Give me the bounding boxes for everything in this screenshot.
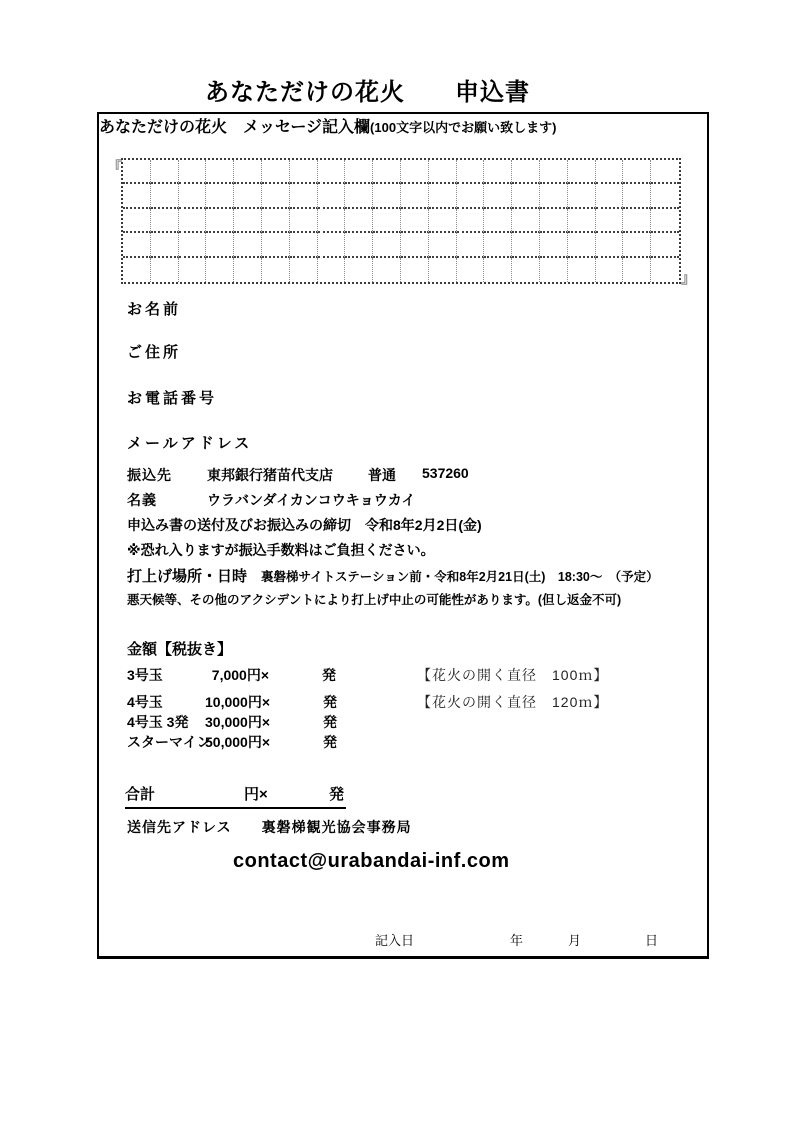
message-grid-cell[interactable] (234, 233, 262, 257)
message-grid-cell[interactable] (123, 233, 151, 257)
launch-label: 打上げ場所・日時 (127, 568, 248, 585)
message-grid-cell[interactable] (151, 258, 179, 282)
message-grid-cell[interactable] (512, 160, 540, 184)
message-grid-cell[interactable] (206, 233, 234, 257)
message-grid-cell[interactable] (457, 258, 485, 282)
message-grid-cell[interactable] (429, 209, 457, 233)
open-quote-mark: 『 (107, 159, 123, 176)
message-grid-cell[interactable] (401, 160, 429, 184)
message-grid-cell[interactable] (373, 233, 401, 257)
message-grid-cell[interactable] (318, 184, 346, 208)
message-grid-cell[interactable] (290, 233, 318, 257)
message-grid-cell[interactable] (123, 184, 151, 208)
message-grid-cell[interactable] (484, 160, 512, 184)
message-heading-text: あなただけの花火 メッセージ記入欄 (99, 119, 371, 136)
message-grid-cell[interactable] (345, 209, 373, 233)
message-grid-cell[interactable] (401, 258, 429, 282)
message-grid-cell[interactable] (234, 209, 262, 233)
message-grid-cell[interactable] (179, 160, 207, 184)
item-name: 3号玉 (127, 667, 163, 683)
message-grid-cell[interactable] (623, 233, 651, 257)
message-grid-cell[interactable] (623, 160, 651, 184)
item-unit: 発 (323, 714, 337, 730)
message-grid-cell[interactable] (262, 160, 290, 184)
bank-label: 振込先 (127, 467, 172, 483)
message-grid-cell[interactable] (512, 233, 540, 257)
item-name: スターマイン (127, 734, 211, 750)
send-address-label: 送信先アドレス (127, 819, 232, 835)
message-grid-cell[interactable] (290, 209, 318, 233)
launch-value: 裏磐梯サイトステーション前・令和8年2月21日(土) 18:30～ （予定） (261, 570, 659, 584)
deadline-note: 申込み書の送付及びお振込みの締切 令和8年2月2日(金) (127, 517, 482, 533)
message-grid-cell[interactable] (429, 258, 457, 282)
holder-name: ウラバンダイカンコウキョウカイ (207, 492, 416, 508)
message-grid-area (107, 158, 697, 287)
message-grid-cell[interactable] (457, 184, 485, 208)
message-grid-cell[interactable] (457, 233, 485, 257)
item-name: 4号玉 (127, 694, 163, 710)
message-grid-cell[interactable] (262, 233, 290, 257)
message-grid-cell[interactable] (234, 258, 262, 282)
message-grid-cell[interactable] (484, 233, 512, 257)
email-field-label: メールアドレス (127, 435, 253, 452)
form-outer-box (97, 112, 709, 959)
entry-date-row (99, 930, 707, 950)
message-grid-cell[interactable] (318, 160, 346, 184)
message-grid-cell[interactable] (345, 160, 373, 184)
close-quote-mark: 』 (681, 270, 697, 287)
item-diameter-note: 【花火の開く直径 100ｍ】 (417, 667, 609, 683)
message-grid-cell[interactable] (373, 209, 401, 233)
message-grid-cell[interactable] (179, 258, 207, 282)
message-grid-cell[interactable] (290, 160, 318, 184)
item-price: 10,000円× (205, 694, 270, 710)
message-grid-cell[interactable] (318, 233, 346, 257)
message-grid-cell[interactable] (373, 258, 401, 282)
message-grid-cell[interactable] (540, 233, 568, 257)
message-grid-cell[interactable] (179, 184, 207, 208)
message-grid-cell[interactable] (651, 160, 679, 184)
message-grid-cell[interactable] (151, 233, 179, 257)
price-row-starmine (127, 732, 337, 752)
message-grid-cell[interactable] (179, 233, 207, 257)
message-grid-cell[interactable] (206, 258, 234, 282)
message-grid-cell[interactable] (206, 184, 234, 208)
total-unit: 発 (329, 786, 345, 803)
name-field-label: お名前 (127, 301, 182, 318)
message-grid-cell[interactable] (318, 258, 346, 282)
message-grid-cell[interactable] (623, 184, 651, 208)
account-type: 普通 (368, 467, 396, 483)
item-price: 7,000円× (211, 667, 269, 683)
message-grid-cell[interactable] (401, 233, 429, 257)
message-grid-cell[interactable] (596, 258, 624, 282)
message-grid-cell[interactable] (596, 233, 624, 257)
message-grid-cell[interactable] (512, 258, 540, 282)
message-grid-cell[interactable] (290, 184, 318, 208)
message-grid-cell[interactable] (123, 160, 151, 184)
message-grid-cell[interactable] (484, 209, 512, 233)
year-label: 年 (510, 933, 524, 948)
message-grid-cell[interactable] (540, 184, 568, 208)
day-label: 日 (645, 933, 659, 948)
item-price: 50,000円× (205, 734, 270, 750)
message-grid-cell[interactable] (484, 258, 512, 282)
message-grid-cell[interactable] (568, 209, 596, 233)
message-grid-cell[interactable] (457, 160, 485, 184)
weather-cancellation-note: 悪天候等、その他のアクシデントにより打上げ中止の可能性があります。(但し返金不可) (127, 593, 622, 607)
total-yen-times: 円× (244, 786, 268, 803)
entry-date-label: 記入日 (375, 933, 415, 948)
message-grid-cell[interactable] (262, 258, 290, 282)
message-grid-cell[interactable] (206, 160, 234, 184)
message-grid-cell[interactable] (429, 160, 457, 184)
message-grid-cell[interactable] (345, 233, 373, 257)
message-grid-cell[interactable] (262, 184, 290, 208)
message-grid-cell[interactable] (596, 160, 624, 184)
phone-field-label: お電話番号 (127, 390, 218, 407)
price-row-4gou (127, 692, 609, 712)
message-grid-cell[interactable] (401, 184, 429, 208)
message-grid-cell[interactable] (623, 258, 651, 282)
message-grid-cell[interactable] (429, 184, 457, 208)
message-grid-cell[interactable] (262, 209, 290, 233)
message-grid-cell[interactable] (512, 209, 540, 233)
message-grid-cell[interactable] (234, 184, 262, 208)
total-underlined-line (125, 783, 346, 809)
total-row (125, 783, 346, 809)
message-grid-cell[interactable] (345, 258, 373, 282)
holder-label: 名義 (127, 492, 157, 508)
message-grid-cell[interactable] (651, 258, 679, 282)
message-grid-cell[interactable] (373, 184, 401, 208)
message-grid-cell[interactable] (345, 184, 373, 208)
bank-transfer-row (127, 465, 469, 485)
message-grid-cell[interactable] (568, 184, 596, 208)
message-grid-cell[interactable] (596, 184, 624, 208)
message-grid-cell[interactable] (457, 209, 485, 233)
message-grid-cell[interactable] (206, 209, 234, 233)
message-grid-cell[interactable] (651, 233, 679, 257)
message-grid-cell[interactable] (151, 160, 179, 184)
item-unit: 発 (323, 734, 337, 750)
message-grid-cell[interactable] (429, 233, 457, 257)
message-grid-cell[interactable] (401, 209, 429, 233)
transfer-fee-note: ※恐れ入りますが振込手数料はご負担ください。 (127, 542, 435, 558)
message-grid-cell[interactable] (151, 209, 179, 233)
organization-name: 裏磐梯観光協会事務局 (261, 819, 412, 835)
item-price: 30,000円× (205, 714, 270, 730)
message-grid-cell[interactable] (568, 233, 596, 257)
month-label: 月 (568, 933, 582, 948)
message-grid-cell[interactable] (540, 209, 568, 233)
launch-info-row (127, 565, 659, 586)
message-section-heading (99, 114, 707, 137)
item-unit: 発 (322, 667, 336, 683)
item-name: 4号玉 3発 (127, 714, 189, 730)
message-grid-cell[interactable] (596, 209, 624, 233)
message-grid-cell[interactable] (151, 184, 179, 208)
message-grid[interactable] (121, 158, 681, 284)
message-grid-cell[interactable] (318, 209, 346, 233)
account-holder-row (127, 490, 416, 510)
send-address-row (127, 817, 412, 837)
message-grid-cell[interactable] (123, 209, 151, 233)
price-section-heading: 金額【税抜き】 (127, 641, 233, 658)
message-grid-cell[interactable] (484, 184, 512, 208)
message-grid-cell[interactable] (651, 209, 679, 233)
account-number: 537260 (422, 465, 469, 481)
message-grid-cell[interactable] (290, 258, 318, 282)
message-grid-cell[interactable] (651, 184, 679, 208)
bank-name: 東邦銀行猪苗代支店 (207, 467, 333, 483)
message-grid-cell[interactable] (568, 258, 596, 282)
message-grid-cell[interactable] (568, 160, 596, 184)
message-grid-cell[interactable] (234, 160, 262, 184)
message-grid-cell[interactable] (123, 258, 151, 282)
message-heading-note: (100文字以内でお願い致します) (370, 120, 557, 135)
message-grid-cell[interactable] (373, 160, 401, 184)
address-field-label: ご住所 (127, 344, 182, 361)
message-grid-cell[interactable] (540, 258, 568, 282)
page-title: あなただけの花火 申込書 (205, 79, 530, 106)
message-grid-cell[interactable] (512, 184, 540, 208)
total-label: 合計 (125, 786, 156, 803)
contact-email: contact@urabandai-inf.com (233, 850, 510, 872)
price-row-4gou-3hatsu (127, 712, 337, 732)
message-grid-cell[interactable] (623, 209, 651, 233)
item-unit: 発 (323, 694, 337, 710)
message-grid-cell[interactable] (179, 209, 207, 233)
item-diameter-note: 【花火の開く直径 120ｍ】 (417, 694, 609, 710)
message-grid-cell[interactable] (540, 160, 568, 184)
price-row-3gou (127, 665, 609, 685)
